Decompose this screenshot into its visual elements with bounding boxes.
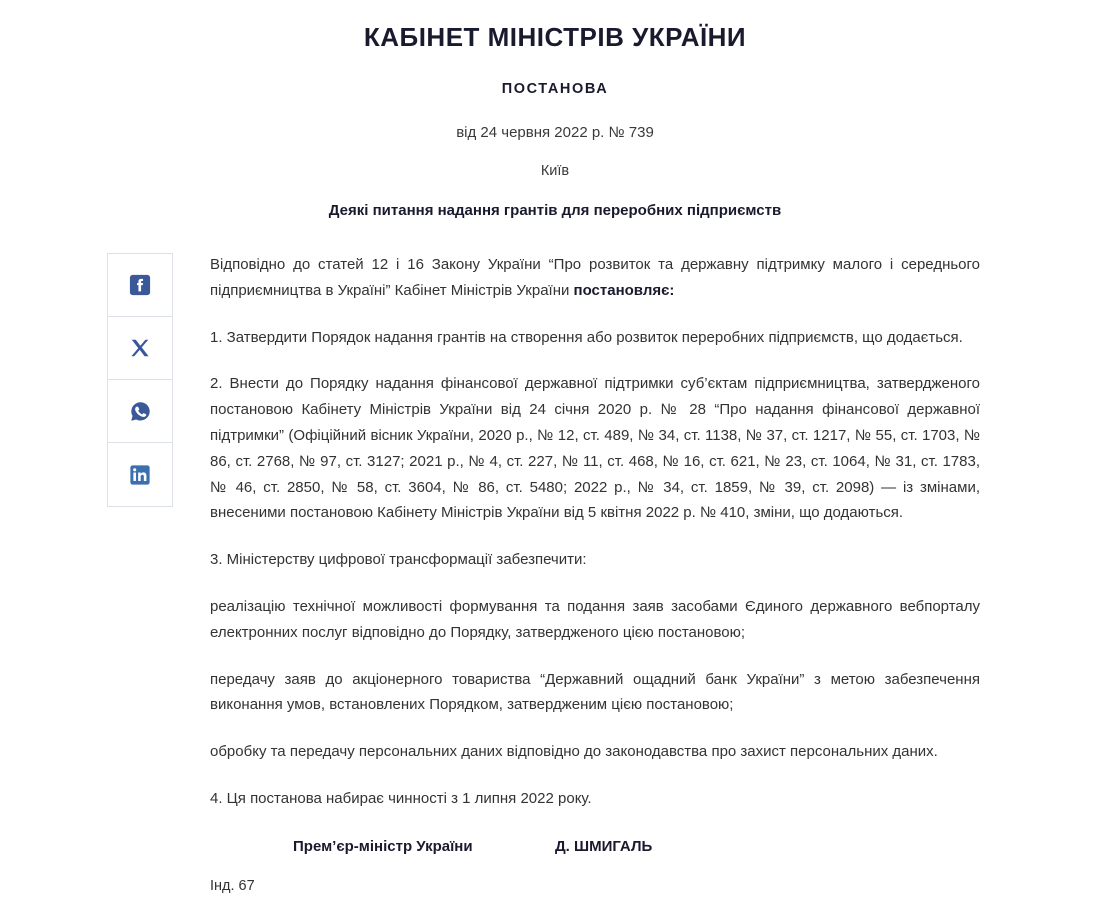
- document-date-number: від 24 червня 2022 р. № 739: [456, 124, 654, 142]
- document-kind: ПОСТАНОВА: [501, 81, 609, 98]
- share-whatsapp-button[interactable]: [108, 380, 172, 443]
- share-rail: [107, 253, 173, 507]
- paragraph-item-1: 1. Затвердити Порядок надання грантів на створення або розвиток переробних підприємств, що додається.: [210, 328, 963, 346]
- document-index: Інд. 67: [210, 878, 255, 894]
- share-x-button[interactable]: [108, 317, 172, 380]
- page-title: КАБІНЕТ МІНІСТРІВ УКРАЇНИ: [363, 22, 747, 52]
- preamble-text-lead: Відповідно до статей 12 і 16 Закону України “Про розвиток та державну підтримку малого і середнього підприємництва в Україні” Кабінет Міністрів України: [210, 256, 980, 299]
- whatsapp-icon: [129, 400, 152, 423]
- paragraph-item-3: 3. Міністерству цифрової трансформації забезпечити:: [210, 551, 587, 569]
- paragraph-item-2: 2. Внести до Порядку надання фінансової державної підтримки суб’єктам підприємництва, затвердженого постановою Кабінету Міністрів України від 24 січня 2020 р. № 28 “Про надання фінансової державної підтримки” (Офіційний вісник України, 2020 р., № 12, ст. 489, № 34, ст. 1138, № 37, ст. 1217, № 55, ст. 1703, № 86, ст. 2768, № 97, ст. 3127; 2021 р., № 4, ст. 227, № 11, ст. 468, № 16, ст. 621, № 23, ст. 1064, № 31, ст. 1783, № 46, ст. 2850, № 58, ст. 3604, № 86, ст. 5480; 2022 р., № 34, ст. 1859, № 39, ст. 2098) — із змінами, внесеними постановою Кабінету Міністрів України від 5 квітня 2022 р. № 410, зміни, що додаються.: [210, 375, 980, 522]
- paragraph-item-3-b: передачу заяв до акціонерного товариства “Державний ощадний банк України” з метою забезпечення виконання умов, встановлених Порядком, затвердженим цією постановою;: [210, 670, 980, 714]
- x-twitter-icon: [129, 337, 151, 359]
- paragraph-item-3-a: реалізацію технічної можливості формування та подання заяв засобами Єдиного державного вебпорталу електронних послуг відповідно до Порядку, затвердженого цією постановою;: [210, 597, 980, 641]
- document-city: Київ: [540, 163, 570, 180]
- document-header: [0, 0, 1110, 219]
- preamble-resolves: постановляє:: [573, 281, 675, 299]
- share-facebook-button[interactable]: [108, 254, 172, 317]
- paragraph-item-3-c: обробку та передачу персональних даних відповідно до законодавства про захист персональних даних.: [210, 743, 938, 761]
- paragraph-item-4: 4. Ця постанова набирає чинності з 1 липня 2022 року.: [210, 789, 592, 807]
- signatory-name: Д. ШМИГАЛЬ: [555, 838, 653, 855]
- document-subject: Деякі питання надання грантів для переробних підприємств: [328, 202, 782, 220]
- document-body: [210, 252, 980, 812]
- signatory-role: Прем’єр-міністр України: [293, 838, 473, 855]
- facebook-icon: [129, 274, 151, 296]
- linkedin-icon: [129, 464, 151, 486]
- paragraph-preamble: [210, 252, 980, 304]
- share-linkedin-button[interactable]: [108, 443, 172, 506]
